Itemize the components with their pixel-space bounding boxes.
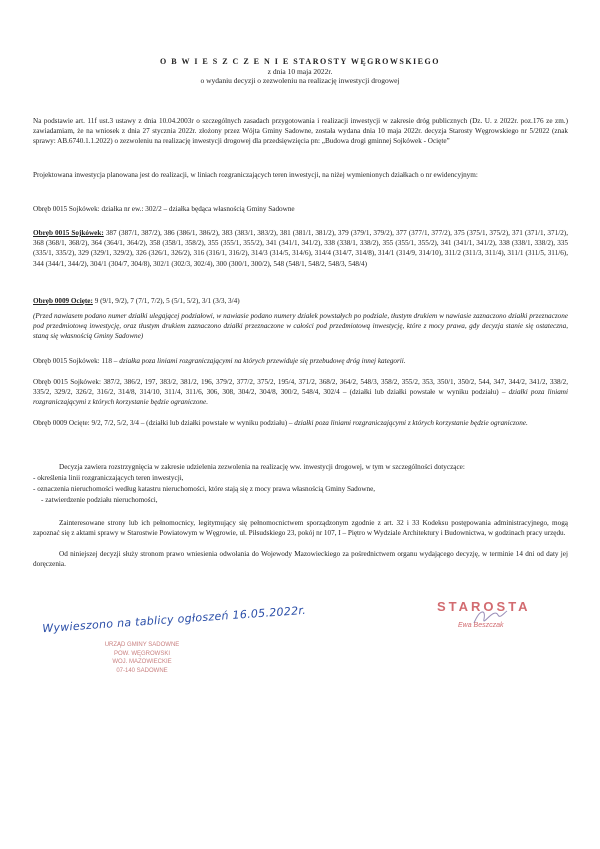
starosta-name: Ewa Beszczak: [458, 622, 504, 629]
intro-paragraph: Na podstawie art. 11f ust.3 ustawy z dnia 10.04.2003r o szczególnych zasadach przygotowania i realizacji inwestycji w zakresie dróg publicznych (Dz. U. z 2022r. poz.176 ze zm.) zawiadamiam, że na wniosek z dnia 27 stycznia 2022r. złożony przez Wójta Gminy Sadowne, została wydana dnia 10 maja 2022r. decyzja Starosty Węgrowskiego nr 5/2022 (znak sprawy: AB.6740.1.1.2022) o zezwoleniu na realizację inwestycji drogowej dla przedsięwzięcia pn: „Budowa drogi gminnej Sojkówek - Ocięte”: [33, 117, 568, 146]
appeal-paragraph: Od niniejszej decyzji służy stronom prawo wniesienia odwołania do Wojewody Mazowieckiego za pośrednictwem organu wydającego decyzję, w terminie 14 dni od daty jej doręczenia.: [33, 550, 568, 569]
document-date: z dnia 10 maja 2022r.: [267, 67, 333, 76]
parcel-118-text: Obręb 0015 Sojkówek: 118 –: [33, 357, 120, 365]
parcels-restricted-sojkowek-italic: działki poza liniami rozgraniczającymi z których korzystanie będzie ograniczone.: [33, 388, 568, 407]
decision-list: [33, 473, 568, 506]
decision-intro: Decyzja zawiera rozstrzygnięcia w zakresie udzielenia zezwolenia na realizację ww. inwestycji drogowej, w tym w szczególności dotyczące:: [59, 463, 465, 471]
list-item: - określenia linii rozgraniczających teren inwestycji,: [33, 473, 568, 484]
document-subject: o wydaniu decyzji o zezwoleniu na realizację inwestycji drogowej: [200, 76, 400, 85]
document-title: O B W I E S Z C Z E N I E STAROSTY WĘGROWSKIEGO: [160, 57, 440, 66]
handwritten-posting-note: Wywieszono na tablicy ogłoszeń 16.05.2022r.: [41, 603, 307, 636]
planned-paragraph: Projektowana inwestycja planowana jest do realizacji, w liniach rozgraniczających teren inwestycji, na niżej wymienionych działkach o nr ewidencyjnym:: [33, 171, 478, 179]
parcels-ociete-text: 9 (9/1, 9/2), 7 (7/1, 7/2), 5 (5/1, 5/2), 3/1 (3/3, 3/4): [92, 297, 240, 305]
parcels-restricted-sojkowek: [33, 377, 568, 408]
parcels-restricted-sojkowek-text: Obręb 0015 Sojkówek: 387/2, 386/2, 197, 383/2, 381/2, 196, 379/2, 377/2, 375/2, 195/4, 371/2, 368/2, 364/2, 548/3, 358/2, 355/2, 353, 350/1, 350/2, 544, 347, 344/2, 341/2, 338/2, 335/2, 329/2, 326/2, 316/2, 314/8, 314/10, 311/4, 311/6, 306, 308, 304/2, 304/8, 300/2, 548/4, 302/4 – (działki lub działki powstałe w wyniku podziału) –: [33, 378, 568, 397]
parcels-ociete-label: Obręb 0009 Ocięte:: [33, 297, 93, 305]
parcels-restricted-ociete-italic: działki poza liniami rozgraniczającymi z których korzystanie będzie ograniczone.: [294, 419, 528, 427]
parcels-sojkowek-label: Obręb 0015 Sojkówek:: [33, 229, 104, 237]
bracket-note: (Przed nawiasem podano numer działki ulegającej podziałowi, w nawiasie podano numery działek powstałych po podziale, tłustym drukiem w nawiasie zaznaczono działki przeznaczone pod przedmiotową inwestycję, oraz tłustym drukiem zaznaczono działki przeznaczone w całości pod przedmiotową inwestycję, które z mocy prawa, gdy decyzja stanie się ostateczna, staną się własnością Gminy Sadowne): [33, 312, 568, 341]
office-stamp: [86, 641, 198, 675]
stamp-line: POW. WĘGROWSKI: [113, 650, 170, 657]
parcels-restricted-ociete-text: Obręb 0009 Ocięte: 9/2, 7/2, 5/2, 3/4 – (działki lub działki powstałe w wyniku podziału) –: [33, 419, 295, 427]
list-item: - oznaczenia nieruchomości według katastru nieruchomości, które stają się z mocy prawa własnością Gminy Sadowne,: [33, 484, 568, 495]
parcel-118-line: [33, 356, 568, 366]
parcel-302-line: Obręb 0015 Sojkówek: działka nr ew.: 302/2 – działka będąca własnością Gminy Sadowne: [33, 205, 295, 213]
parcels-sojkowek: [33, 228, 568, 269]
interested-paragraph: Zainteresowane strony lub ich pełnomocnicy, legitymujący się pełnomocnictwem sporządzonym zgodnie z art. 32 i 33 Kodeksu postępowania administracyjnego, mogą zapoznać się z aktami sprawy w Starostwie Powiatowym w Węgrowie, ul. Piłsudskiego 23, pokój nr 107, I – Piętro w Wydziale Architektury i Budownictwa, w godzinach pracy urzędu.: [33, 519, 568, 538]
parcels-ociete: [33, 296, 568, 306]
parcels-sojkowek-text: 387 (387/1, 387/2), 386 (386/1, 386/2), 383 (383/1, 383/2), 381 (381/1, 381/2), 379 (379/1, 379/2), 377 (377/1, 377/2), 375 (375/1, 375/2), 371 (371/1, 371/2), 368 (368/1, 368/2), 364 (364/1, 364/2), 358 (358/1, 358/2), 355 (355/1, 355/2), 341 (341/1, 341/2), 338 (338/1, 338/2), 355 (355/1, 355/2), 341 (341/1, 341/2), 338 (338/1, 338/2), 335 (335/1, 335/2), 329 (329/1, 329/2), 326 (326/1, 326/2), 316 (316/1, 316/2), 314/3 (314/5, 314/6), 314/4 (314/7, 314/8), 314/1 (314/9, 314/10), 311/2 (311/3, 311/4), 311/1 (311/5, 311/6), 344 (344/1, 344/2), 304/1 (304/7, 304/8), 302/1 (302/3, 302/4), 300 (300/1, 300/2), 548 (548/1, 548/2, 548/3, 548/4): [33, 229, 568, 268]
stamp-line: 07-140 SADOWNE: [116, 667, 168, 674]
parcel-118-italic: działka poza liniami rozgraniczającymi na których przewiduje się przebudowę dróg innej kategorii.: [119, 357, 406, 365]
stamp-line: WOJ. MAZOWIECKIE: [112, 659, 172, 665]
stamp-line: URZĄD GMINY SADOWNE: [104, 642, 180, 648]
list-item: - zatwierdzenie podziału nieruchomości,: [33, 495, 568, 506]
starosta-stamp-title: STAROSTA: [437, 599, 531, 614]
parcels-restricted-ociete: [33, 418, 568, 428]
